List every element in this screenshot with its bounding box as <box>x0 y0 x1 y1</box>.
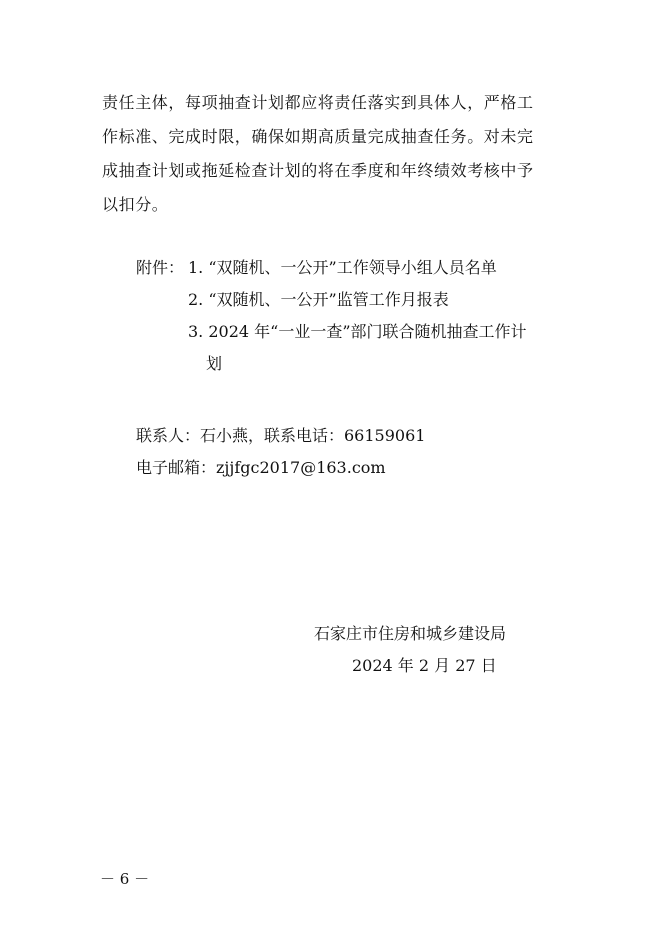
contact-block <box>136 420 425 484</box>
attachment-row-2 <box>136 284 576 316</box>
issuing-organization: 石家庄市住房和城乡建设局 <box>314 624 507 643</box>
attachments-list <box>136 252 576 380</box>
attachment-row-3-continued <box>136 348 576 380</box>
contact-email-line: 电子邮箱：zjjfgc2017@163.com <box>136 458 386 477</box>
attachment-item-3-continuation: 划 <box>206 354 223 373</box>
attachment-row-1 <box>136 252 576 284</box>
issue-date: 2024 年 2 月 27 日 <box>352 656 497 675</box>
body-line-4: 以扣分。 <box>102 195 169 214</box>
page-number: － 6 － <box>100 870 150 888</box>
attachment-item-1: 1. “双随机、一公开”工作领导小组人员名单 <box>188 258 497 277</box>
attachment-row-3 <box>136 316 576 348</box>
attachment-item-2: 2. “双随机、一公开”监管工作月报表 <box>188 290 449 309</box>
contact-person-line: 联系人：石小燕，联系电话：66159061 <box>136 426 426 445</box>
body-line-1: 责任主体，每项抽查计划都应将责任落实到具体人，严格工 <box>102 93 534 112</box>
body-line-3: 成抽查计划或拖延检查计划的将在季度和年终绩效考核中予 <box>102 161 534 180</box>
signature-block <box>300 618 540 682</box>
attachment-item-3: 3. 2024 年“一业一查”部门联合随机抽查工作计 <box>188 322 527 341</box>
body-line-2: 作标准、完成时限，确保如期高质量完成抽查任务。对未完 <box>102 127 534 146</box>
body-paragraph <box>102 86 564 222</box>
attachments-label: 附件： <box>136 258 185 277</box>
